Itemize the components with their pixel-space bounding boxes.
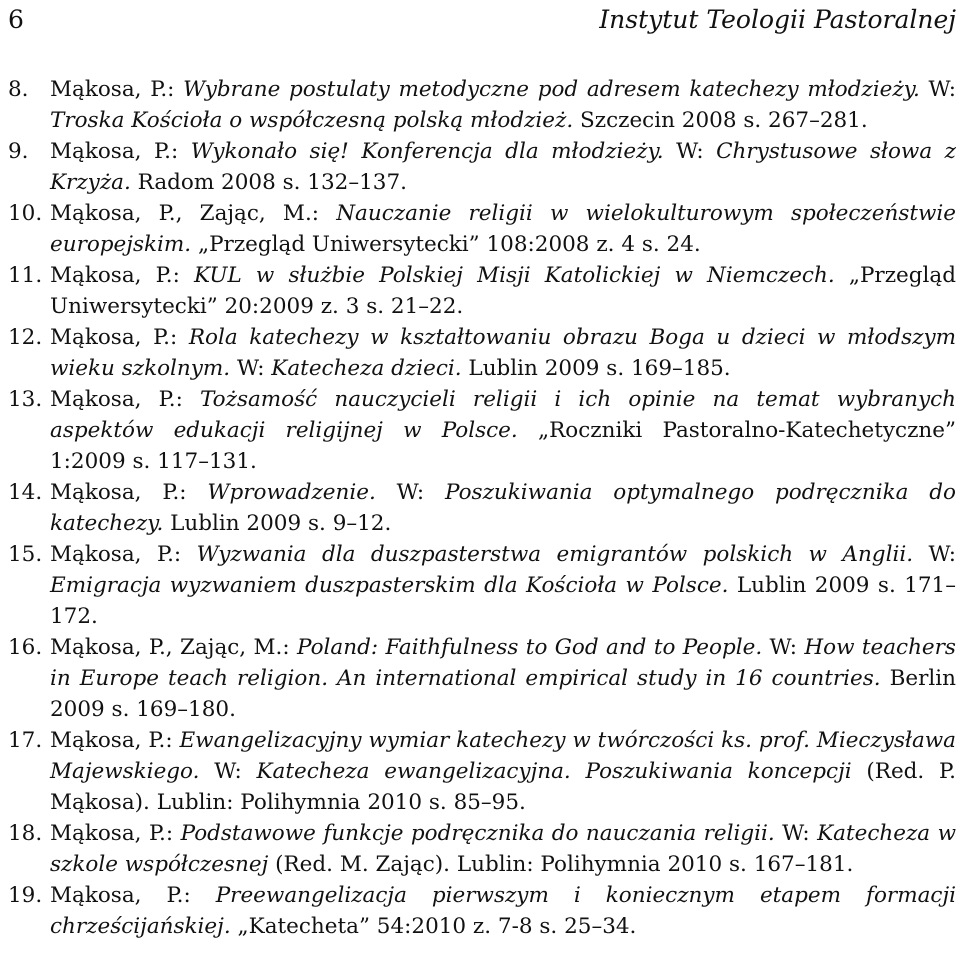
reference-entry	[8, 136, 956, 198]
reference-title: Poszukiwania optymalnego podręcznika do katechezy.	[50, 480, 956, 536]
reference-title: Poland: Faithfulness to God and to People.	[297, 635, 763, 660]
reference-text: „Katecheta” 54:2010 z. 7-8 s. 25–34.	[230, 914, 637, 939]
reference-text: W:	[199, 759, 257, 784]
reference-text: W:	[762, 635, 805, 660]
reference-number: 17.	[8, 728, 43, 753]
reference-title: Wybrane postulaty metodyczne pod adresem katechezy młodzieży.	[183, 77, 920, 102]
reference-text: Szczecin 2008 s. 267–281.	[573, 108, 868, 133]
reference-title: Chrystusowe słowa z Krzyża.	[50, 139, 956, 195]
reference-number: 12.	[8, 325, 43, 350]
reference-title: Wykonało się!	[190, 139, 349, 164]
reference-text: Mąkosa, P.:	[50, 139, 191, 164]
reference-text: Mąkosa, P.:	[50, 821, 181, 846]
reference-title: Tożsamość nauczycieli religii i ich opinie na temat wybranych aspektów edukacji religijnej w Polsce.	[50, 387, 956, 443]
reference-text: Radom 2008 s. 132–137.	[130, 170, 407, 195]
reference-title: Troska Kościoła o współczesną polską młodzież.	[50, 108, 574, 133]
reference-text: „Roczniki Pastoralno-Katechetyczne” 1:2009 s. 117–131.	[50, 418, 956, 474]
reference-entry	[8, 477, 956, 539]
reference-title: Konferencja dla młodzieży.	[361, 139, 664, 164]
reference-title: Podstawowe funkcje podręcznika do nauczania religii.	[180, 821, 775, 846]
reference-number: 14.	[8, 480, 43, 505]
reference-title: Preewangelizacja pierwszym i koniecznym etapem formacji chrześcijańskiej.	[50, 883, 956, 939]
page-header	[8, 0, 956, 58]
reference-number: 18.	[8, 821, 43, 846]
reference-text: Lublin 2009 s. 9–12.	[163, 511, 392, 536]
reference-text: Lublin 2009 s. 171–172.	[50, 573, 956, 629]
reference-text: „Przegląd Uniwersytecki” 20:2009 z. 3 s. 21–22.	[50, 263, 956, 319]
reference-entry	[8, 632, 956, 725]
reference-text: (Red. M. Zając). Lublin: Polihymnia 2010 s. 167–181.	[268, 852, 854, 877]
reference-number: 19.	[8, 883, 43, 908]
reference-title: Katecheza w szkole współczesnej	[50, 821, 956, 877]
reference-title: How teachers in Europe teach religion. An international empirical study in 16 countries.	[50, 635, 956, 691]
reference-number: 10.	[8, 201, 43, 226]
reference-text: W:	[230, 356, 272, 381]
reference-text: Mąkosa, P.:	[50, 263, 195, 288]
reference-text: „Przegląd Uniwersytecki” 108:2008 z. 4 s. 24.	[191, 232, 701, 257]
reference-text: Mąkosa, P., Zając, M.:	[50, 635, 297, 660]
reference-title: Emigracja wyzwaniem duszpasterskim dla Kościoła w Polsce.	[50, 573, 729, 598]
running-head: Instytut Teologii Pastoralnej	[599, 5, 956, 34]
reference-text: Mąkosa, P.:	[50, 883, 216, 908]
reference-number: 9.	[8, 139, 29, 164]
reference-text: Mąkosa, P., Zając, M.:	[50, 201, 337, 226]
reference-title: Katecheza ewangelizacyjna. Poszukiwania koncepcji	[256, 759, 852, 784]
reference-text	[349, 139, 362, 164]
page-number: 6	[8, 5, 24, 34]
reference-number: 16.	[8, 635, 43, 660]
reference-title: Ewangelizacyjny wymiar katechezy w twórczości ks. prof. Mieczysława Majewskiego.	[50, 728, 956, 784]
reference-entry	[8, 818, 956, 880]
reference-title: Katecheza dzieci.	[271, 356, 462, 381]
reference-entry	[8, 725, 956, 818]
reference-text: Mąkosa, P.:	[50, 728, 180, 753]
reference-number: 15.	[8, 542, 43, 567]
reference-text: Mąkosa, P.:	[50, 387, 200, 412]
reference-text: Lublin 2009 s. 169–185.	[461, 356, 731, 381]
reference-text: Mąkosa, P.:	[50, 325, 189, 350]
reference-title: Nauczanie religii w wielokulturowym społeczeństwie europejskim.	[50, 201, 956, 257]
reference-number: 8.	[8, 77, 29, 102]
reference-entry	[8, 384, 956, 477]
reference-entry	[8, 322, 956, 384]
reference-text: Mąkosa, P.:	[50, 480, 208, 505]
reference-text: W:	[663, 139, 717, 164]
reference-text: (Red. P. Mąkosa). Lublin: Polihymnia 2010 s. 85–95.	[50, 759, 956, 815]
reference-text: Mąkosa, P.:	[50, 542, 197, 567]
reference-text: W:	[774, 821, 818, 846]
reference-text: Mąkosa, P.:	[50, 77, 184, 102]
reference-text: W:	[919, 77, 956, 102]
reference-title: Wyzwania dla duszpasterstwa emigrantów polskich w Anglii.	[196, 542, 914, 567]
reference-title: Rola katechezy w kształtowaniu obrazu Boga u dzieci w młodszym wieku szkolnym.	[50, 325, 956, 381]
reference-number: 13.	[8, 387, 43, 412]
reference-title: Wprowadzenie.	[207, 480, 376, 505]
reference-number: 11.	[8, 263, 43, 288]
bibliography-list	[8, 74, 956, 942]
reference-text: Berlin 2009 s. 169–180.	[50, 666, 957, 722]
reference-entry	[8, 880, 956, 942]
reference-entry	[8, 74, 956, 136]
reference-text: W:	[375, 480, 446, 505]
reference-entry	[8, 260, 956, 322]
reference-entry	[8, 539, 956, 632]
reference-entry	[8, 198, 956, 260]
reference-title: KUL w służbie Polskiej Misji Katolickiej w Niemczech.	[194, 263, 835, 288]
reference-text: W:	[913, 542, 956, 567]
